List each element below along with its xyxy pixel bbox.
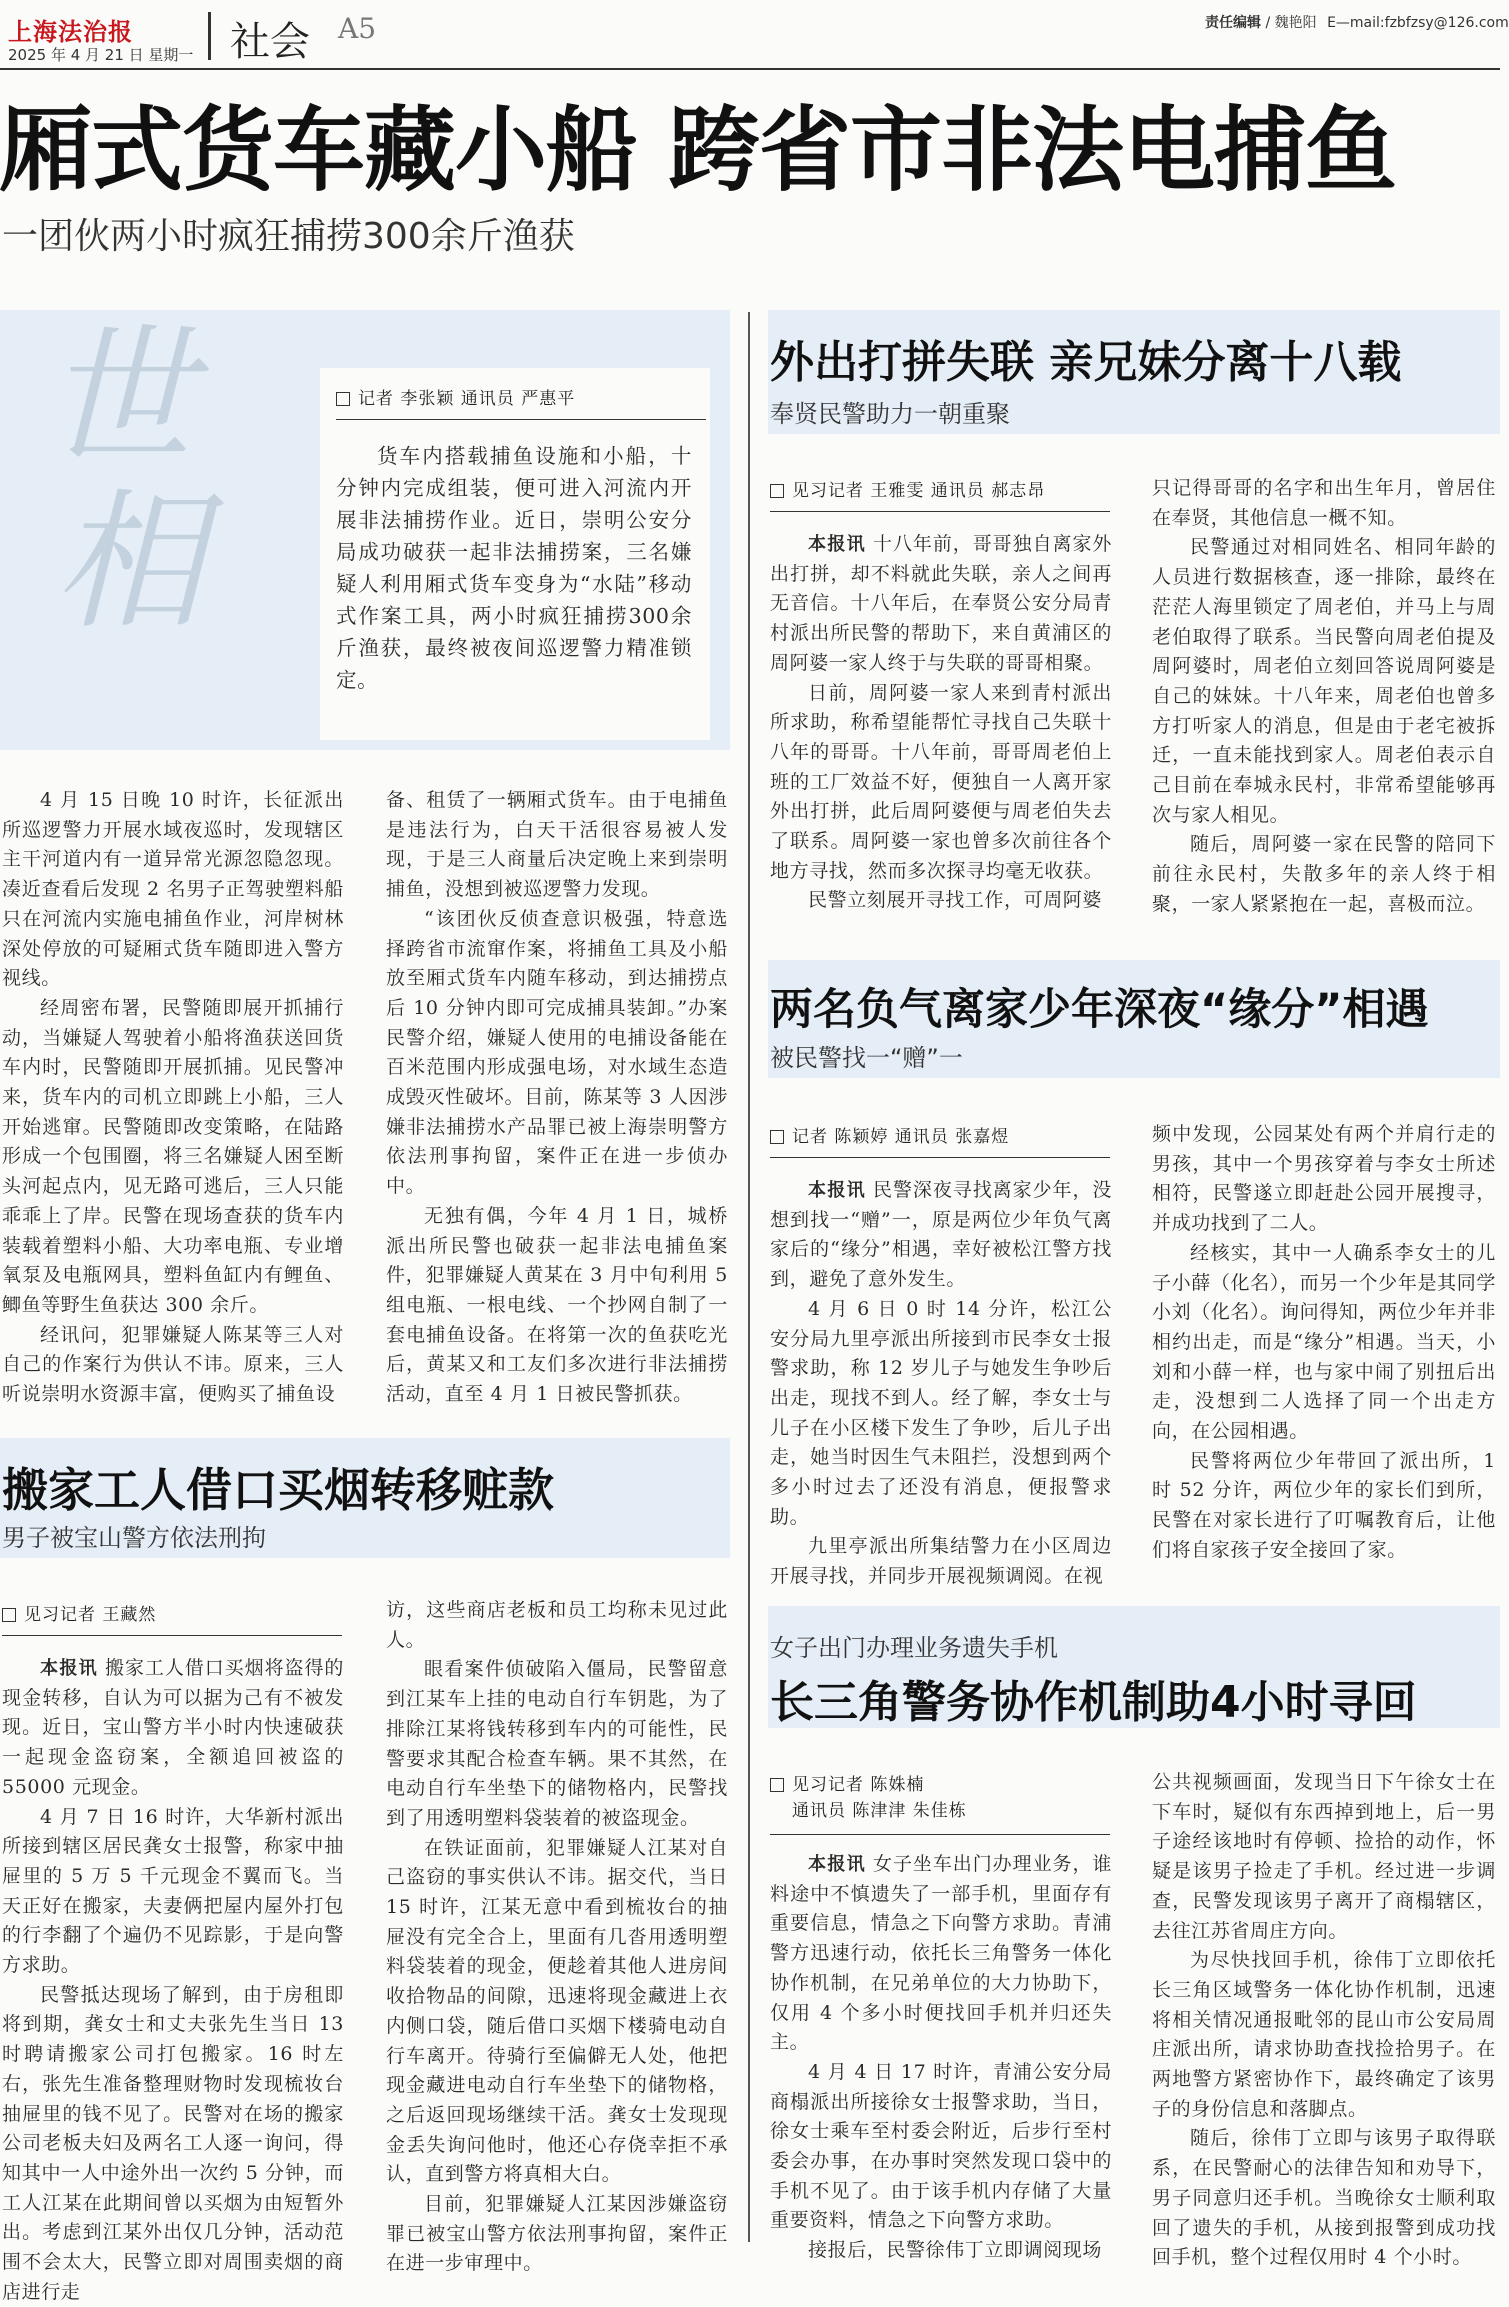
story-d-col-2-p3: 在铁证面前，犯罪嫌疑人江某对自己盗窃的事实供认不讳。据交代，当日 15 时许，江某无意中看到梳妆台的抽屉没有完全合上，里面有几沓用透明塑料袋装着的现金，便趁着其他人进房间收拾物品的间隙，迅速将现金藏进上衣内侧口袋，随后借口买烟下楼骑电动自行车离开。待骑行至偏僻无人处，他把现金藏进电动自行车坐垫下的储物格，之后返回现场继续干活。龚女士发现现金丢失询问他时，他还心存侥幸拒不承认，直到警方将真相大白。	[386, 1836, 728, 2186]
main-lede	[336, 440, 692, 696]
story-d-col-1-p3: 民警抵达现场了解到，由于房租即将到期，龚女士和丈夫张先生当日 13 时聘请搬家公司打包搬家。16 时左右，张先生准备整理财物时发现梳妆台抽屉里的钱不见了。民警对在场的搬家公司老板夫妇及两名工人逐一询问，得知其中一人中途外出一次约 5 分钟，而工人江某在此期间曾以买烟为由短暂外出。考虑到江某外出仅几分钟，活动范围不会太大，民警立即对周围卖烟的商店进行走	[2, 1983, 344, 2303]
story-d-col-2-p1: 访，这些商店老板和员工均称未见过此人。	[386, 1599, 728, 1651]
editor-label: 责任编辑	[1205, 15, 1261, 31]
story-c-headline: 两名负气离家少年深夜“缘分”相遇	[770, 985, 1429, 1035]
story-c-byline	[770, 1122, 1110, 1158]
story-c-col-2	[1152, 1120, 1496, 1566]
story-b-col-2	[1152, 474, 1496, 920]
story-b-byline	[770, 476, 1110, 512]
editor-info	[1205, 12, 1509, 32]
story-b-col-2-p2: 民警通过对相同姓名、相同年龄的人员进行数据核查，逐一排除，最终在茫茫人海里锁定了周老伯，并马上与周老伯取得了联系。当民警向周老伯提及周阿婆时，周老伯立刻回答说周阿婆是自己的妹妹。十八年来，周老伯也曾多方打听家人的消息，但是由于老宅被拆迁，一直未能找到家人。周老伯表示自己目前在奉城永民村，非常希望能够再次与家人相见。	[1152, 536, 1496, 826]
editor-name: / 魏艳阳	[1265, 15, 1317, 31]
story-e-headline: 长三角警务协作机制助4小时寻回	[770, 1677, 1417, 1728]
story-b-col-1-p1-text: 十八年前，哥哥独自离家外出打拼，却不料就此失联，亲人之间再无音信。十八年后，在奉贤公安分局青村派出所民警的帮助下，来自黄浦区的周阿婆一家人终于与失联的哥哥相聚。	[770, 533, 1112, 674]
shixiang-glyph-2: 相	[54, 476, 205, 650]
story-e-col-2-p2: 为尽快找回手机，徐伟丁立即依托长三角区域警务一体化协作机制，迅速将相关情况通报毗邻的昆山市公安局周庄派出所，请求协助查找捡拾男子。在两地警方紧密协作下，最终确定了该男子的身份信息和落脚点。	[1152, 1949, 1496, 2120]
story-c-subheadline: 被民警找一“赠”一	[770, 1044, 963, 1072]
story-e-col-1-p2: 4 月 4 日 17 时许，青浦公安分局商榻派出所接徐女士报警求助，当日，徐女士乘车至村委会附近，后步行至村委会办事，在办事时突然发现口袋中的手机不见了。由于该手机内存储了大量重要资料，情急之下向警方求助。	[770, 2060, 1112, 2232]
page-number: A5	[338, 12, 377, 45]
main-col-2-p1: 备、租赁了一辆厢式货车。由于电捕鱼是违法行为，白天干活很容易被人发现，于是三人商量后决定晚上来到崇明捕鱼，没想到被巡逻警力发现。	[386, 789, 728, 901]
story-d-subheadline: 男子被宝山警方依法刑拘	[2, 1524, 266, 1552]
masthead	[0, 0, 1509, 70]
story-d-byline	[2, 1600, 342, 1636]
story-e-col-1-p3: 接报后，民警徐伟丁立即调阅现场	[808, 2239, 1103, 2262]
issue-date: 2025 年 4 月 21 日 星期一	[8, 46, 194, 64]
story-c-col-1-p3: 九里亭派出所集结警力在小区周边开展寻找，并同步开展视频调阅。在视	[770, 1535, 1112, 1588]
main-col-2-p2: “该团伙反侦查意识极强，特意选择跨省市流窜作案，将捕鱼工具及小船放至厢式货车内随车移动，到达捕捞点后 10 分钟内即可完成捕具装卸。”办案民警介绍，嫌疑人使用的电捕设备能在百米范围内形成强电场，对水域生态造成毁灭性破坏。目前，陈某等 3 人因涉嫌非法捕捞水产品罪已被上海崇明警方依法刑事拘留，案件正在进一步侦办中。	[386, 907, 728, 1198]
editor-email: E—mail:fzbfzsy@126.com	[1327, 15, 1509, 31]
story-b-byline-text: 见习记者 王雅雯 通讯员 郝志昂	[792, 481, 1046, 501]
main-col-1	[2, 786, 344, 1410]
byline-box-icon	[770, 1130, 784, 1144]
main-col-2-p3: 无独有偶，今年 4 月 1 日，城桥派出所民警也破获一起非法电捕鱼案件，犯罪嫌疑人黄某在 3 月中旬利用 5 组电瓶、一根电线、一个抄网自制了一套电捕鱼设备。在将第一次的鱼获吃光后，黄某又和工友们多次进行非法捕捞活动，直至 4 月 1 日被民警抓获。	[386, 1204, 728, 1406]
story-b-col-2-p1: 只记得哥哥的名字和出生年月，曾居住在奉贤，其他信息一概不知。	[1152, 477, 1496, 529]
story-c-col-1-p2: 4 月 6 日 0 时 14 分许，松江公安分局九里亭派出所接到市民李女士报警求助，称 12 岁儿子与她发生争吵后出走，现找不到人。经了解，李女士与儿子在小区楼下发生了争吵，后儿子出走，她当时因生气未阻拦，没想到两个多小时过去了还没有消息，便报警求助。	[770, 1297, 1112, 1528]
paper-logo: 上海法治报	[8, 17, 133, 46]
story-b-col-1	[770, 530, 1112, 916]
main-col-1-p3: 经讯问，犯罪嫌疑人陈某等三人对自己的作案行为供认不讳。原来，三人听说崇明水资源丰富，便购买了捕鱼设	[2, 1323, 344, 1406]
shixiang-column-art	[22, 311, 212, 738]
main-headline: 厢式货车藏小船 跨省市非法电捕鱼	[0, 97, 1397, 204]
main-lede-text: 货车内搭载捕鱼设施和小船，十分钟内完成组装，便可进入河流内开展非法捕捞作业。近日，崇明公安分局成功破获一起非法捕捞案，三名嫌疑人利用厢式货车变身为“水陆”移动式作案工具，两小时疯狂捕捞300余斤渔获，最终被夜间巡逻警力精准锁定。	[336, 444, 692, 692]
story-e-col-2-p3: 随后，徐伟丁立即与该男子取得联系，在民警耐心的法律告知和劝导下，男子同意归还手机。当晚徐女士顺利取回了遗失的手机，从接到报警到成功找回手机，整个过程仅用时 4 个小时。	[1152, 2127, 1496, 2269]
story-b-subheadline: 奉贤民警助力一朝重聚	[770, 400, 1010, 428]
shixiang-glyph-1: 世	[44, 311, 195, 485]
byline-box-icon	[336, 392, 350, 406]
story-c-byline-text: 记者 陈颖婷 通讯员 张嘉煜	[792, 1127, 1010, 1147]
story-e-col-1	[770, 1850, 1112, 2266]
story-c-col-1	[770, 1176, 1112, 1592]
story-d-col-1	[2, 1654, 344, 2307]
main-subheadline: 一团伙两小时疯狂捕捞300余斤渔获	[2, 216, 575, 257]
masthead-rule	[0, 68, 1500, 70]
main-byline-text: 记者 李张颖 通讯员 严惠平	[358, 389, 576, 409]
story-e-byline-line-1	[770, 1772, 1110, 1798]
column-divider	[748, 312, 750, 2242]
main-col-2	[386, 786, 728, 1410]
story-e-lead-tag: 本报讯	[808, 1854, 867, 1875]
story-c-col-2-p1: 频中发现，公园某处有两个并肩行走的男孩，其中一个男孩穿着与李女士所述相符，民警遂立即赶赴公园开展搜寻，并成功找到了二人。	[1152, 1123, 1496, 1235]
story-d-col-1-p1-text: 搬家工人借口买烟将盗得的现金转移，自认为可以据为己有不被发现。近日，宝山警方半小时内快速破获一起现金盗窃案，全额追回被盗的 55000 元现金。	[2, 1657, 344, 1798]
story-d-col-2	[386, 1596, 728, 2279]
byline-box-icon	[2, 1608, 16, 1622]
story-e-col-1-p1-text: 女子坐车出门办理业务，谁料途中不慎遗失了一部手机，里面存有重要信息，情急之下向警方求助。青浦警方迅速行动，依托长三角警务一体化协作机制，在兄弟单位的大力协助下，仅用 4 个多小时便找回手机并归还失主。	[770, 1853, 1112, 2054]
story-c-lead-tag: 本报讯	[808, 1180, 867, 1201]
main-col-1-p1: 4 月 15 日晚 10 时许，长征派出所巡逻警力开展水域夜巡时，发现辖区主干河道内有一道异常光源忽隐忽现。凑近查看后发现 2 名男子正驾驶塑料船只在河流内实施电捕鱼作业，河岸树林深处停放的可疑厢式货车随即进入警方视线。	[2, 789, 344, 990]
story-b-col-1-p2: 日前，周阿婆一家人来到青村派出所求助，称希望能帮忙寻找自己失联十八年的哥哥。十八年前，哥哥周老伯上班的工厂效益不好，便独自一人离开家外出打拼，此后周阿婆便与周老伯失去了联系。周阿婆一家也曾多次前往各个地方寻找，然而多次探寻均毫无收获。	[770, 681, 1112, 882]
story-c-col-2-p2: 经核实，其中一人确系李女士的儿子小薛（化名），而另一个少年是其同学小刘（化名）。询问得知，两位少年并非相约出走，而是“缘分”相遇。当天，小刘和小薛一样，也与家中闹了别扭后出走，没想到二人选择了同一个出走方向，在公园相遇。	[1152, 1241, 1496, 1443]
story-b-col-1-p3: 民警立刻展开寻找工作，可周阿婆	[808, 889, 1103, 912]
story-e-kicker: 女子出门办理业务遗失手机	[770, 1634, 1058, 1662]
story-d-col-1-p2: 4 月 7 日 16 时许，大华新村派出所接到辖区居民龚女士报警，称家中抽屉里的 5 万 5 千元现金不翼而飞。当天正好在搬家，夫妻俩把屋内屋外打包的行李翻了个遍仍不见踪影，于是向警方求助。	[2, 1805, 344, 1977]
main-col-1-p2: 经周密布署，民警随即展开抓捕行动，当嫌疑人驾驶着小船将渔获送回货车内时，民警随即开展抓捕。见民警冲来，货车内的司机立即跳上小船，三人开始逃窜。民警随即改变策略，在陆路形成一个包围圈，将三名嫌疑人困至断头河起点内，见无路可逃后，三人只能乖乖上了岸。民警在现场查获的货车内装载着塑料小船、大功率电瓶、专业增氧泵及电瓶网具，塑料鱼缸内有鲤鱼、鲫鱼等野生鱼获达 300 余斤。	[2, 996, 344, 1316]
story-e-col-2-p1: 公共视频画面，发现当日下午徐女士在下车时，疑似有东西掉到地上，后一男子途经该地时有停顿、捡拾的动作，怀疑是该男子捡走了手机。经过进一步调查，民警发现该男子离开了商榻辖区，去往江苏省周庄方向。	[1152, 1771, 1496, 1942]
byline-box-icon	[770, 1778, 784, 1792]
section-name: 社会	[230, 19, 310, 65]
main-byline	[336, 384, 706, 420]
story-d-byline-text: 见习记者 王藏然	[24, 1605, 157, 1625]
story-d-lead-tag: 本报讯	[40, 1658, 99, 1679]
story-e-byline-text: 见习记者 陈姝楠	[792, 1775, 925, 1795]
story-b-lead-tag: 本报讯	[808, 534, 867, 555]
story-d-col-1-p1	[2, 1654, 344, 1803]
story-e-col-1-p1	[770, 1850, 1112, 2058]
story-b-col-1-p1	[770, 530, 1112, 679]
story-d-col-2-p4: 目前，犯罪嫌疑人江某因涉嫌盗窃罪已被宝山警方依法刑事拘留，案件正在进一步审理中。	[386, 2193, 728, 2275]
story-e-byline	[770, 1772, 1110, 1835]
story-d-headline: 搬家工人借口买烟转移赃款	[2, 1463, 554, 1517]
story-b-col-2-p3: 随后，周阿婆一家在民警的陪同下前往永民村，失散多年的亲人终于相聚，一家人紧紧抱在一起，喜极而泣。	[1152, 833, 1496, 915]
story-c-col-1-p1	[770, 1176, 1112, 1295]
byline-box-icon	[770, 484, 784, 498]
story-c-col-2-p3: 民警将两位少年带回了派出所，1 时 52 分许，两位少年的家长们到所，民警在对家长进行了叮嘱教育后，让他们将自家孩子安全接回了家。	[1152, 1449, 1496, 1561]
story-b-headline: 外出打拼失联 亲兄妹分离十八载	[770, 337, 1402, 388]
story-d-col-2-p2: 眼看案件侦破陷入僵局，民警留意到江某车上挂的电动自行车钥匙，为了排除江某将钱转移到车内的可能性，民警要求其配合检查车辆。果不其然，在电动自行车坐垫下的储物格内，民警找到了用透明塑料袋装着的被盗现金。	[386, 1658, 728, 1829]
story-e-col-2	[1152, 1768, 1496, 2273]
story-e-byline-line-2: 通讯员 陈津津 朱佳栋	[792, 1801, 967, 1821]
masthead-divider	[208, 12, 211, 60]
story-c-col-1-p1-text: 民警深夜寻找离家少年，没想到找一“赠”一，原是两位少年负气离家后的“缘分”相遇，幸好被松江警方找到，避免了意外发生。	[770, 1179, 1112, 1291]
